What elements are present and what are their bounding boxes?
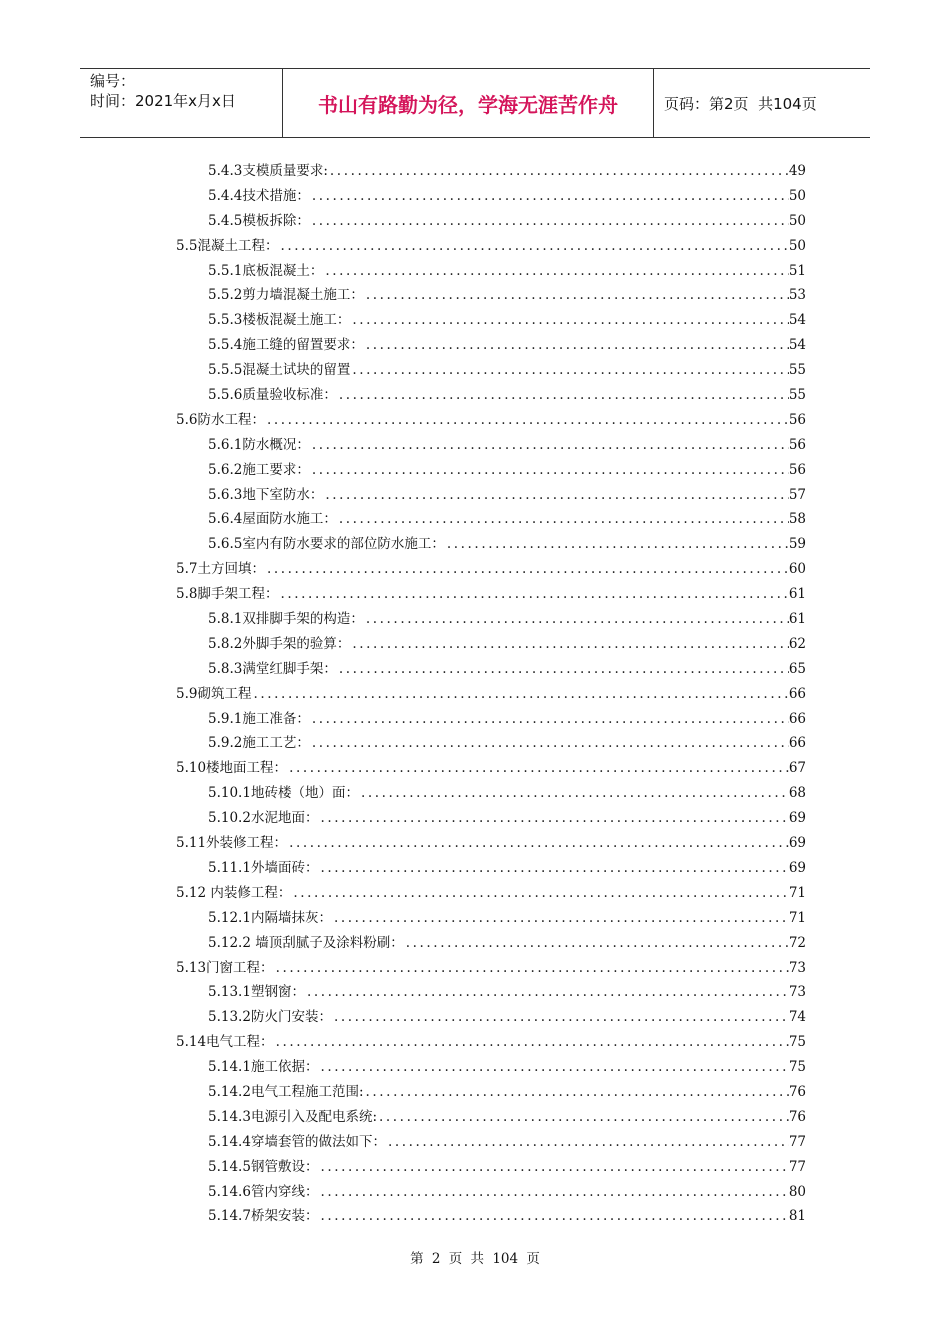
toc-entry[interactable]: [176, 184, 806, 209]
toc-entry-page: 56: [788, 411, 806, 428]
toc-dot-leader: [332, 1009, 789, 1025]
toc-entry-title: 5.10楼地面工程：: [176, 760, 288, 777]
toc-entry-page: 55: [788, 362, 806, 379]
toc-dot-leader: [318, 1159, 788, 1175]
toc-entry[interactable]: [176, 607, 806, 632]
toc-entry-page: 75: [788, 1034, 806, 1051]
toc-entry-title: 5.10.2水泥地面：: [208, 810, 319, 827]
toc-dot-leader: [278, 238, 788, 254]
toc-entry-title: 5.14.7桥架安装：: [208, 1208, 319, 1225]
toc-entry-page: 61: [788, 611, 806, 628]
toc-entry-page: 61: [788, 586, 806, 603]
toc-entry[interactable]: [176, 1105, 806, 1130]
toc-entry-page: 49: [788, 163, 806, 179]
toc-entry-title: 5.5.4施工缝的留置要求：: [208, 337, 364, 354]
header-motto: [282, 69, 654, 137]
toc-entry-page: 69: [788, 835, 806, 852]
toc-entry[interactable]: [176, 383, 806, 408]
toc-dot-leader: [318, 1184, 788, 1200]
toc-dot-leader: [310, 188, 789, 204]
toc-entry[interactable]: [176, 881, 806, 906]
toc-entry-title: 5.14.2电气工程施工范围:: [208, 1083, 364, 1100]
toc-entry-page: 65: [788, 660, 806, 677]
toc-entry-page: 66: [788, 735, 806, 752]
doc-time-label: 时间：2021年x月x日: [90, 92, 236, 110]
toc-entry-page: 73: [788, 984, 806, 1001]
toc-dot-leader: [318, 860, 788, 876]
toc-dot-leader: [310, 735, 789, 751]
toc-entry-title: 5.5混凝土工程：: [176, 237, 279, 254]
toc-dot-leader: [328, 163, 789, 179]
toc-entry-page: 53: [788, 287, 806, 304]
toc-entry[interactable]: [176, 1204, 806, 1229]
toc-entry-title: 5.8脚手架工程：: [176, 586, 279, 603]
toc-dot-leader: [291, 885, 788, 901]
toc-entry-page: 50: [788, 212, 806, 229]
toc-entry-title: 5.13.2防火门安装：: [208, 1009, 332, 1026]
toc-entry-title: 5.5.6质量验收标准：: [208, 387, 337, 404]
toc-entry[interactable]: [176, 582, 806, 607]
toc-dot-leader: [359, 785, 789, 801]
toc-entry[interactable]: [176, 931, 806, 956]
toc-entry[interactable]: [176, 259, 806, 284]
toc-dot-leader: [364, 337, 789, 353]
toc-entry[interactable]: [176, 209, 806, 234]
toc-entry-page: 72: [788, 934, 806, 951]
toc-entry[interactable]: [176, 1155, 806, 1180]
toc-dot-leader: [350, 312, 788, 328]
toc-entry-page: 71: [788, 884, 806, 901]
toc-entry-page: 59: [788, 536, 806, 553]
toc-entry-title: 5.6.1防水概况：: [208, 436, 310, 453]
toc-entry[interactable]: [176, 707, 806, 732]
toc-entry-page: 73: [788, 959, 806, 976]
toc-entry[interactable]: [176, 1130, 806, 1155]
toc-entry-page: 76: [788, 1083, 806, 1100]
toc-entry[interactable]: [176, 358, 806, 383]
toc-entry-page: 54: [788, 312, 806, 329]
toc-entry-page: 75: [788, 1059, 806, 1076]
toc-entry-title: 5.14.6管内穿线：: [208, 1183, 319, 1200]
toc-dot-leader: [318, 1208, 788, 1224]
toc-entry-page: 81: [788, 1208, 806, 1225]
toc-dot-leader: [364, 287, 789, 303]
toc-entry[interactable]: [176, 532, 806, 557]
toc-entry-title: 5.6.2施工要求：: [208, 461, 310, 478]
toc-entry-page: 50: [788, 237, 806, 254]
toc-dot-leader: [337, 511, 789, 527]
toc-entry-page: 71: [788, 909, 806, 926]
toc-entry[interactable]: [176, 781, 806, 806]
toc-entry-title: 5.8.1双排脚手架的构造：: [208, 611, 364, 628]
toc-dot-leader: [305, 984, 789, 1000]
toc-dot-leader: [274, 960, 789, 976]
toc-entry-title: 5.4.4技术措施：: [208, 187, 310, 204]
toc-dot-leader: [251, 686, 788, 702]
toc-entry-title: 5.13.1塑钢窗：: [208, 984, 305, 1001]
toc-entry[interactable]: [176, 308, 806, 333]
toc-entry-page: 68: [788, 785, 806, 802]
toc-entry-page: 77: [788, 1158, 806, 1175]
toc-entry-title: 5.14.1施工依据：: [208, 1059, 319, 1076]
motto-text: 书山有路勤为径，学海无涯苦作舟: [318, 92, 618, 117]
toc-dot-leader: [287, 835, 789, 851]
toc-entry-page: 56: [788, 461, 806, 478]
toc-entry-page: 58: [788, 511, 806, 528]
toc-dot-leader: [350, 636, 788, 652]
toc-entry-title: 5.10.1地砖楼（地）面：: [208, 785, 359, 802]
toc-entry-page: 51: [788, 262, 806, 279]
toc-entry[interactable]: [176, 806, 806, 831]
toc-entry-page: 55: [788, 387, 806, 404]
toc-entry[interactable]: [176, 956, 806, 981]
toc-entry-page: 69: [788, 859, 806, 876]
toc-entry-title: 5.4.5模板拆除：: [208, 212, 310, 229]
page-info-text: 页码：第2页 共104页: [664, 94, 817, 113]
toc-entry[interactable]: [176, 333, 806, 358]
toc-entry-title: 5.9.1施工准备：: [208, 710, 310, 727]
toc-entry[interactable]: [176, 731, 806, 756]
toc-entry-title: 5.6.5室内有防水要求的部位防水施工：: [208, 536, 445, 553]
toc-entry-title: 5.5.3楼板混凝土施工：: [208, 312, 351, 329]
toc-entry-title: 5.9.2施工工艺：: [208, 735, 310, 752]
toc-entry[interactable]: [176, 831, 806, 856]
toc-entry-title: 5.8.2外脚手架的验算：: [208, 635, 351, 652]
toc-entry[interactable]: [176, 906, 806, 931]
toc-entry[interactable]: [176, 283, 806, 308]
toc-dot-leader: [278, 586, 788, 602]
toc-dot-leader: [265, 412, 789, 428]
toc-dot-leader: [318, 1059, 788, 1075]
toc-entry[interactable]: [176, 483, 806, 508]
toc-entry[interactable]: [176, 507, 806, 532]
toc-entry-title: 5.7土方回填：: [176, 561, 265, 578]
toc-entry[interactable]: [176, 557, 806, 582]
toc-dot-leader: [310, 437, 789, 453]
toc-entry-title: 5.4.3支模质量要求:: [208, 163, 328, 179]
toc-dot-leader: [318, 810, 788, 826]
toc-entry-title: 5.12 内装修工程：: [176, 884, 292, 901]
toc-entry-title: 5.12.2 墙顶刮腻子及涂料粉刷：: [208, 934, 404, 951]
toc-entry[interactable]: [176, 756, 806, 781]
page-header: [80, 68, 870, 138]
table-of-contents: [176, 159, 806, 1229]
toc-entry-page: 56: [788, 436, 806, 453]
toc-entry-page: 77: [788, 1133, 806, 1150]
toc-entry-title: 5.11.1外墙面砖：: [208, 859, 319, 876]
toc-entry-title: 5.14.3电源引入及配电系统:: [208, 1108, 377, 1125]
toc-dot-leader: [287, 760, 789, 776]
toc-dot-leader: [310, 462, 789, 478]
toc-dot-leader: [364, 1084, 789, 1100]
toc-entry-title: 5.11外装修工程：: [176, 835, 288, 852]
toc-entry-page: 60: [788, 561, 806, 578]
toc-entry-page: 76: [788, 1108, 806, 1125]
toc-entry-title: 5.14.4穿墙套管的做法如下：: [208, 1133, 386, 1150]
toc-entry-page: 54: [788, 337, 806, 354]
toc-dot-leader: [350, 362, 788, 378]
page-footer: 第 2 页 共 104 页: [410, 1251, 540, 1267]
toc-dot-leader: [337, 387, 789, 403]
toc-entry-page: 69: [788, 810, 806, 827]
toc-entry-page: 67: [788, 760, 806, 777]
toc-entry-title: 5.8.3满堂红脚手架：: [208, 660, 337, 677]
toc-dot-leader: [310, 711, 789, 727]
header-page-info: [654, 69, 870, 137]
toc-entry-title: 5.6.3地下室防水：: [208, 486, 324, 503]
toc-entry-page: 66: [788, 685, 806, 702]
toc-entry[interactable]: [176, 657, 806, 682]
toc-entry-page: 50: [788, 187, 806, 204]
toc-entry-title: 5.14电气工程：: [176, 1034, 274, 1051]
header-meta: [80, 69, 282, 137]
toc-entry-page: 57: [788, 486, 806, 503]
toc-entry[interactable]: [176, 1180, 806, 1205]
toc-entry-title: 5.12.1内隔墙抹灰：: [208, 909, 332, 926]
toc-dot-leader: [274, 1034, 789, 1050]
doc-number-label: 编号：: [90, 72, 136, 90]
toc-entry-title: 5.5.2剪力墙混凝土施工：: [208, 287, 364, 304]
toc-entry-page: 66: [788, 710, 806, 727]
toc-entry[interactable]: [176, 159, 806, 184]
toc-entry[interactable]: [176, 433, 806, 458]
toc-entry-title: 5.6.4屋面防水施工：: [208, 511, 337, 528]
toc-entry[interactable]: [176, 856, 806, 881]
toc-entry-title: 5.14.5钢管敷设：: [208, 1158, 319, 1175]
toc-entry[interactable]: [176, 458, 806, 483]
toc-entry-title: 5.5.5混凝土试块的留置: [208, 362, 351, 379]
toc-dot-leader: [332, 910, 789, 926]
toc-entry[interactable]: [176, 1005, 806, 1030]
toc-entry[interactable]: [176, 1080, 806, 1105]
toc-dot-leader: [323, 263, 788, 279]
toc-dot-leader: [337, 661, 789, 677]
toc-dot-leader: [265, 561, 789, 577]
toc-dot-leader: [310, 213, 789, 229]
toc-entry-page: 80: [788, 1183, 806, 1200]
toc-entry-title: 5.5.1底板混凝土：: [208, 262, 324, 279]
toc-entry[interactable]: [176, 408, 806, 433]
toc-dot-leader: [404, 935, 789, 951]
toc-dot-leader: [323, 487, 788, 503]
toc-entry[interactable]: [176, 682, 806, 707]
toc-entry[interactable]: [176, 234, 806, 259]
toc-dot-leader: [445, 536, 789, 552]
toc-entry[interactable]: [176, 632, 806, 657]
toc-entry-title: 5.6防水工程：: [176, 411, 265, 428]
toc-entry-title: 5.13门窗工程：: [176, 959, 274, 976]
toc-entry[interactable]: [176, 1055, 806, 1080]
toc-entry[interactable]: [176, 1030, 806, 1055]
toc-entry[interactable]: [176, 980, 806, 1005]
toc-entry-page: 74: [788, 1009, 806, 1026]
toc-entry-title: 5.9砌筑工程: [176, 685, 252, 702]
toc-entry-page: 62: [788, 635, 806, 652]
toc-dot-leader: [364, 611, 789, 627]
toc-dot-leader: [386, 1134, 789, 1150]
toc-dot-leader: [377, 1109, 789, 1125]
